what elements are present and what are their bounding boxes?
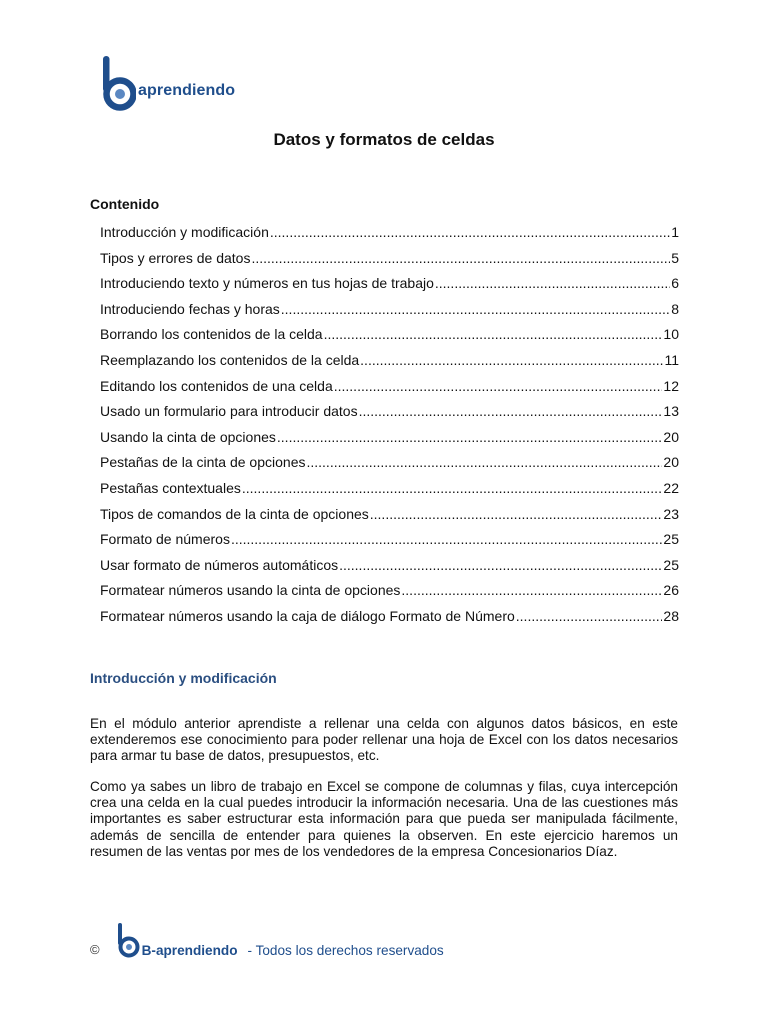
toc-entry[interactable] [100,531,679,557]
toc-entry-label: Formatear números usando la cinta de opciones [100,582,401,599]
toc-entry-page: 28 [663,607,679,624]
toc-entry-page: 26 [663,582,679,599]
toc-entry-label: Usar formato de números automáticos [100,556,339,573]
toc-entry-page: 8 [671,300,679,317]
toc-leader-dots [401,582,662,598]
toc-leader-dots [242,480,663,496]
toc-leader-dots [281,301,670,317]
toc-entry-page: 10 [663,326,679,343]
toc-entry-label: Tipos de comandos de la cinta de opciones [100,505,369,522]
toc-entry-label: Tipos y errores de datos [100,249,251,266]
toc-entry-page: 5 [671,249,679,266]
toc-entry-label: Usado un formulario para introducir datos [100,403,358,420]
toc-entry[interactable] [100,250,679,276]
toc-leader-dots [360,352,663,368]
toc-entry-label: Introduciendo texto y números en tus hojas de trabajo [100,275,434,292]
toc-entry-page: 20 [663,428,679,445]
toc-entry-page: 25 [663,531,679,548]
toc-entry-label: Editando los contenidos de una celda [100,377,333,394]
paragraph-2: Como ya sabes un libro de trabajo en Excel se compone de columnas y filas, cuya intercepción crea una celda en la cual puedes introducir la información necesaria. Una de las cuestiones más importantes es saber estructurar esta información para que pueda ser manipulada fácilmente, además de sencilla de entender para quienes la observen. En este ejercicio haremos un resumen de las ventas por mes de los vendedores de la empresa Concesionarios Díaz. [90,779,678,859]
toc-entry-label: Formato de números [100,531,230,548]
toc-entry-label: Borrando los contenidos de la celda [100,326,323,343]
toc-entry[interactable] [100,403,679,429]
header-logo [100,54,235,112]
toc-entry[interactable] [100,326,679,352]
toc-entry-page: 13 [663,403,679,420]
toc-entry-label: Formatear números usando la caja de diálogo Formato de Número [100,607,515,624]
toc-entry[interactable] [100,275,679,301]
toc-entry-label: Reemplazando los contenidos de la celda [100,351,360,368]
paragraph-1: En el módulo anterior aprendiste a rellenar una celda con algunos datos básicos, en este extenderemos ese conocimiento para poder rellenar una hoja de Excel con los datos necesarios para armar tu base de datos, presupuestos, etc. [90,716,678,764]
toc-entry[interactable] [100,480,679,506]
toc-entry-label: Pestañas de la cinta de opciones [100,454,306,471]
toc-entry[interactable] [100,301,679,327]
toc-entry-label: Pestañas contextuales [100,479,241,496]
toc-entry[interactable] [100,608,679,634]
toc-entry-label: Introduciendo fechas y horas [100,300,280,317]
logo-text: aprendiendo [138,82,236,99]
toc-entry-page: 1 [671,224,679,240]
toc-entry-page: 20 [663,454,679,471]
table-of-contents [100,224,679,634]
document-title: Datos y formatos de celdas [273,130,495,149]
toc-leader-dots [516,608,663,624]
toc-leader-dots [435,275,670,291]
toc-entry[interactable] [100,429,679,455]
toc-leader-dots [339,557,662,573]
b-logo-icon [100,54,136,112]
toc-leader-dots [277,429,663,445]
toc-entry[interactable] [100,506,679,532]
toc-entry-page: 25 [663,556,679,573]
toc-entry-page: 23 [663,505,679,522]
toc-leader-dots [359,403,663,419]
page-footer [90,922,444,958]
toc-entry-label: Usando la cinta de opciones [100,428,276,445]
toc-leader-dots [306,454,662,470]
toc-entry-page: 11 [664,351,679,368]
toc-entry[interactable] [100,352,679,378]
toc-leader-dots [334,378,663,394]
section-heading: Introducción y modificación [90,670,277,686]
b-logo-icon [116,922,140,958]
toc-entry-label: Introducción y modificación [100,224,269,240]
toc-entry[interactable] [100,557,679,583]
toc-entry[interactable] [100,454,679,480]
toc-entry[interactable] [100,378,679,404]
footer-brand: B-aprendiendo [141,943,238,958]
toc-leader-dots [231,531,662,547]
toc-leader-dots [251,250,670,266]
copyright-symbol: © [90,942,100,957]
toc-leader-dots [324,326,663,342]
toc-entry-page: 12 [663,377,679,394]
toc-leader-dots [370,506,663,522]
toc-entry-page: 22 [663,479,679,496]
toc-heading: Contenido [90,196,160,212]
toc-entry[interactable] [100,224,679,250]
toc-leader-dots [270,224,670,240]
footer-rights: - Todos los derechos reservados [247,943,444,958]
toc-entry-page: 6 [671,275,679,292]
toc-entry[interactable] [100,582,679,608]
